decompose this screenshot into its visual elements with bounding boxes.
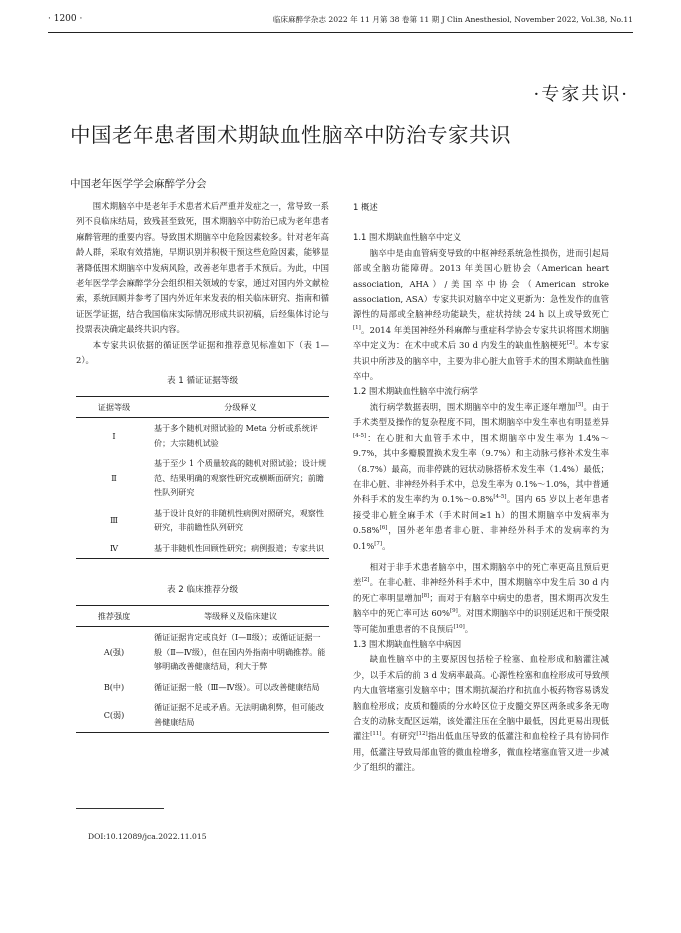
table-row — [76, 677, 329, 698]
subsection-heading-epidemiology: 1.2 围术期缺血性脑卒中流行病学 — [353, 386, 478, 397]
header-rule — [48, 32, 633, 33]
table-row — [76, 538, 329, 559]
table-cell: 循证证据不足或矛盾。无法明确利弊，但可能改善健康结局 — [152, 697, 329, 733]
citation: [7] — [374, 540, 383, 547]
text-run: ；而对于有脑卒中病史的患者，围术期再次发生脑卒中的死亡率可达 60% — [353, 592, 610, 619]
text-run: 。国内 65 岁以上老年患者接受非心脏全麻手术（手术时间≥1 h）的围术期脑卒中发病率为 0.58% — [353, 494, 609, 536]
citation: [6] — [379, 525, 388, 532]
text-run: 缺血性脑卒中的主要原因包括栓子栓塞、血栓形成和脑灌注减少，以手术后的前 3 d 发病率最高。心源性栓塞和血栓形成可导致颅内大血管堵塞引发脑卒中；围术期抗凝治疗和抗血小板药物容易诱发脑血栓形成；皮质和髓质的分水岭区位于皮髓交界区两条或多条无吻合支的动脉支配区远端，该处灌注压在全脑中最低，因此更易出现低灌注 — [353, 654, 609, 742]
table-cell: 基于多个随机对照试验的 Meta 分析或系统评价；大宗随机试验 — [154, 423, 318, 448]
table-cell: 循证证据一般（Ⅲ—Ⅳ级）。可以改善健康结局 — [154, 681, 320, 692]
section-heading-overview: 1 概述 — [353, 202, 378, 212]
right-column — [353, 200, 609, 776]
table-cell: 基于非随机性回顾性研究；病例报道；专家共识 — [152, 538, 329, 559]
article-title: 中国老年患者围术期缺血性脑卒中防治专家共识 — [70, 123, 511, 147]
table2-header-strength: 推荐强度 — [76, 605, 152, 627]
citation: [2] — [361, 577, 370, 584]
text-run: 。由于手术类型及操作的复杂程度不同，围术期脑卒中发生率也有明显差异 — [353, 401, 610, 428]
citation: [3] — [575, 402, 584, 409]
subsection-heading-etiology: 1.3 围术期缺血性脑卒中病因 — [353, 638, 462, 649]
epidemiology-paragraph-2 — [353, 560, 609, 637]
table1-header-level: 证据等级 — [76, 396, 152, 418]
text-run: ：在心脏和大血管手术中，围术期脑卒中发生率为 1.4%～9.7%，其中多瓣膜置换术发生率（9.7%）和主动脉弓修补术发生率（8.7%）最高，而非停跳的冠状动脉搭桥术发生率（1.4%）最低；在非心脏、非神经外科手术中，总发生率为 0.1%～1.0%，其中普通外科手术的发生率约为 0.1%～0.8% — [353, 432, 609, 505]
text-run: ，国外老年患者非心脏、非神经外科手术的发病率约为 0.1% — [353, 525, 609, 551]
table-cell: Ⅳ — [76, 538, 152, 559]
intro-paragraph-1: 围术期脑卒中是老年手术患者术后严重并发症之一，常导致一系列不良临床结局，致残甚至致死，围术期脑卒中防治已成为老年患者麻醉管理的重要内容。导致围术期脑卒中危险因素较多。针对老年高龄人群，采取有效措施，早期识别并积极干预这些危险因素，能够显著降低围术期脑卒中发病风险，改善老年患者手术预后。为此，中国老年医学学会麻醉学分会组织相关领域的专家，通过对国内外文献检索，系统回顾并参考了国内外近年来发表的相关临床研究、指南和循证医学证据，结合我国临床实际情况形成共识初稿，后经集体讨论与投票表决确定最终共识内容。 — [76, 201, 329, 335]
citation: [9] — [449, 608, 458, 615]
table-cell: Ⅱ — [111, 472, 117, 483]
text-run: 。 — [464, 623, 474, 634]
text-run: 。对围术期脑卒中的识别延迟和干预受限等可能加重患者的不良预后 — [353, 608, 609, 634]
citation: [10] — [453, 623, 465, 630]
doi-footnote: DOI:10.12089/jca.2022.11.015 — [88, 832, 207, 841]
table-row — [76, 453, 329, 503]
evidence-level-table — [76, 396, 329, 560]
text-run: 脑卒中是由血管病变导致的中枢神经系统急性损伤，进而引起局部或全脑功能障碍。2013 年美国心脏协会（American heart association, AHA）/美国卒中协会（American stroke association, ASA）专家共识对脑卒中定义更新为：急性发作的血管源性的局部或全脑神经功能缺失，症状持续 24 h 以上或导致死亡 — [353, 247, 609, 320]
table-row — [76, 697, 329, 733]
citation: [2] — [566, 340, 575, 347]
table-header-row — [76, 396, 329, 418]
section-tag: ·专家共识· — [533, 84, 629, 105]
text-run: 指出低血压导致的低灌注和血栓栓子具有协同作用，低灌注导致局部血管的微血栓增多，微血栓堵塞血管又进一步减少了组织的灌注。 — [353, 731, 610, 773]
article-author: 中国老年医学学会麻醉学分会 — [70, 178, 207, 190]
table-cell: 基于设计良好的非随机性病例对照研究，观察性研究，非前瞻性队列研究 — [154, 507, 324, 533]
text-run: 。有研究 — [381, 731, 417, 742]
table-row — [76, 418, 329, 454]
citation: [4-5] — [493, 494, 507, 501]
table1-header-desc: 分级释义 — [152, 396, 329, 418]
table-row — [76, 627, 329, 677]
definition-paragraph — [353, 246, 609, 385]
citation: [1] — [353, 325, 361, 332]
text-run: 流行病学数据表明，围术期脑卒中的发生率正逐年增加 — [369, 401, 576, 412]
text-run: 。2014 年美国神经外科麻醉与重症科学协会专家共识将围术期脑卒中定义为：在术中或术后 30 d 内发生的缺血性脑梗死 — [353, 324, 609, 351]
text-run: 。在非心脏、非神经外科手术中，围术期脑卒中发生后 30 d 内的死亡率明显增加 — [353, 577, 609, 603]
table-cell: Ⅰ — [112, 430, 116, 441]
citation: [8] — [421, 592, 430, 599]
footnote-rule — [76, 808, 164, 809]
etiology-paragraph — [353, 652, 609, 775]
subsection-heading-definition: 1.1 围术期缺血性脑卒中定义 — [353, 232, 462, 243]
text-run: 相对于非手术患者脑卒中，围术期脑卒中的死亡率更高且预后更差 — [353, 561, 609, 588]
table-header-row — [76, 605, 329, 627]
table-cell: Ⅲ — [110, 515, 118, 526]
left-column — [76, 199, 329, 733]
table-cell: 循证证据肯定或良好（Ⅰ—Ⅱ级）；或循证证据一般（Ⅱ—Ⅳ级），但在国内外指南中明确推荐。能够明确改善健康结局，利大于弊 — [154, 632, 326, 672]
journal-info: 临床麻醉学杂志 2022 年 11 月第 38 卷第 11 期 J Clin Anesthesiol, November 2022, Vol.38, No.11 — [272, 15, 633, 24]
citation: [4-5] — [353, 432, 367, 439]
citation: [12] — [416, 731, 428, 738]
recommendation-grade-table — [76, 605, 329, 734]
table2-title: 表 2 临床推荐分级 — [166, 585, 239, 596]
table-row — [76, 503, 329, 538]
table-cell: C(弱) — [76, 697, 152, 733]
intro-paragraph-2: 本专家共识依据的循证医学证据和推荐意见标准如下（表 1—2）。 — [76, 339, 329, 366]
table-cell: 基于至少 1 个质量较高的随机对照试验；设计规范、结果明确的观察性研究或横断面研究；前瞻性队列研究 — [154, 458, 327, 498]
text-run: 。本专家共识中所涉及的脑卒中，主要为非心脏大血管手术的围术期缺血性脑卒中。 — [353, 340, 609, 382]
page-number: · 1200 · — [48, 14, 83, 24]
citation: [11] — [370, 731, 382, 738]
table1-title: 表 1 循证证据等级 — [166, 376, 239, 387]
text-run: 。 — [382, 540, 391, 551]
table-cell: B(中) — [103, 681, 125, 692]
epidemiology-paragraph-1 — [353, 400, 609, 554]
table2-header-desc: 等级释义及临床建议 — [152, 605, 329, 627]
table-cell: A(强) — [103, 646, 125, 657]
